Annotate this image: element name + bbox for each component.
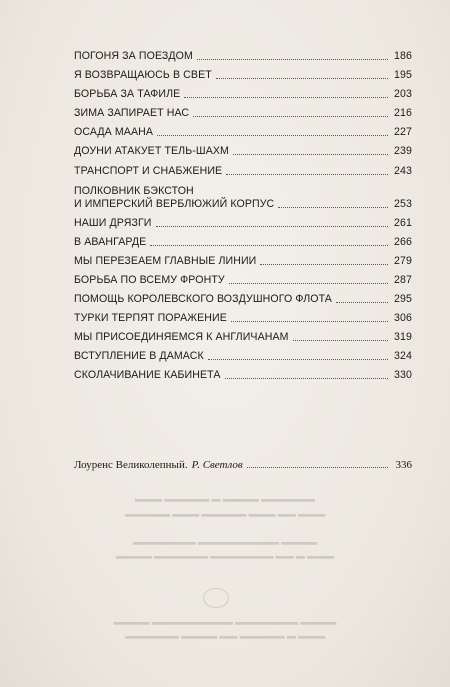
dot-leader — [157, 134, 388, 136]
toc-entry-title: ТУРКИ ТЕРПЯТ ПОРАЖЕНИЕ — [74, 312, 227, 324]
toc-entry — [74, 211, 412, 230]
afterword-title: Лоуренс Великолепный. — [74, 459, 188, 471]
toc-entry-page: 195 — [394, 69, 412, 81]
dot-leader — [233, 153, 388, 155]
toc-entry-title: ЗИМА ЗАПИРАЕТ НАС — [74, 107, 190, 119]
toc-entry-page: 287 — [394, 274, 412, 286]
toc-entry-title: ВСТУПЛЕНИЕ В ДАМАСК — [74, 350, 204, 362]
toc-entry — [74, 139, 412, 158]
toc-entry-title: ДОУНИ АТАКУЕТ ТЕЛЬ-ШАХМ — [74, 145, 229, 157]
toc-entry-page: 306 — [394, 312, 412, 324]
toc-entry-page: 261 — [394, 217, 412, 229]
toc-entry-title: ПОМОЩЬ КОРОЛЕВСКОГО ВОЗДУШНОГО ФЛОТА — [74, 293, 332, 305]
dot-leader — [193, 115, 388, 117]
dot-leader — [260, 263, 388, 265]
dot-leader — [184, 96, 388, 98]
toc-entry — [74, 287, 412, 306]
toc-entry-title: ПОГОНЯ ЗА ПОЕЗДОМ — [74, 50, 193, 62]
dot-leader — [156, 225, 389, 227]
dot-leader — [229, 282, 388, 284]
toc-entry-title: ОСАДА МААНА — [74, 126, 154, 138]
dot-leader — [150, 244, 388, 246]
toc-entry — [74, 63, 412, 82]
toc-entry-page: 243 — [394, 165, 412, 177]
toc-entry — [74, 44, 412, 63]
toc-entry-page: 330 — [394, 369, 412, 381]
toc-entry-title: МЫ ПРИСОЕДИНЯЕМСЯ К АНГЛИЧАНАМ — [74, 331, 289, 343]
dot-leader — [336, 301, 388, 303]
dot-leader — [197, 58, 388, 60]
toc-entry-page: 253 — [394, 198, 412, 210]
afterword-page: 336 — [395, 459, 412, 471]
toc-entry — [74, 268, 412, 287]
dot-leader — [216, 77, 388, 79]
dot-leader — [226, 173, 388, 175]
toc-entry-title: СКОЛАЧИВАНИЕ КАБИНЕТА — [74, 369, 221, 381]
show-through-line: ▬▬▬ ▬▬▬▬▬ ▬ ▬▬▬▬ ▬▬▬▬▬▬ — [135, 497, 315, 507]
afterword-author: Р. Светлов — [191, 459, 243, 471]
toc-entry-title: ТРАНСПОРТ И СНАБЖЕНИЕ — [74, 165, 223, 177]
show-through-line: ▬▬▬▬ ▬▬▬▬▬▬▬▬▬ ▬▬▬▬▬▬▬ ▬▬▬▬ — [113, 620, 337, 630]
toc-entry — [74, 178, 412, 211]
toc-entry-page: 203 — [394, 88, 412, 100]
toc-entry — [74, 230, 412, 249]
toc-entry — [74, 363, 412, 382]
toc-entry-page: 239 — [394, 145, 412, 157]
show-through-line: ▬▬▬▬ ▬▬▬▬▬▬ ▬▬▬▬▬▬▬ ▬▬ ▬ ▬▬▬ — [115, 554, 335, 564]
toc-entry-title: БОРЬБА ЗА ТАФИЛЕ — [74, 88, 181, 100]
show-through-line: ▬▬▬▬▬▬ ▬▬▬▬ ▬▬ ▬▬▬▬▬ ▬ ▬▬▬ — [124, 634, 326, 644]
afterword-entry — [74, 459, 412, 471]
toc-entry — [74, 158, 412, 178]
toc-entry — [74, 344, 412, 363]
show-through-stamp — [203, 588, 229, 608]
toc-entry-title — [74, 185, 274, 211]
show-through-line: ▬▬▬▬▬ ▬▬▬ ▬▬▬▬▬ ▬▬▬ ▬▬ ▬▬▬ — [124, 512, 326, 522]
toc-entry-title-line2: И ИМПЕРСКИЙ ВЕРБЛЮЖИЙ КОРПУС — [74, 198, 275, 210]
toc-entry-page: 266 — [394, 236, 412, 248]
toc-entry-page: 216 — [394, 107, 412, 119]
toc-entry — [74, 249, 412, 268]
toc-entry — [74, 306, 412, 325]
toc-entry-page: 324 — [394, 350, 412, 362]
toc-entry-title: В АВАНГАРДЕ — [74, 236, 147, 248]
dot-leader — [247, 466, 388, 468]
dot-leader — [208, 358, 388, 360]
toc-entry-title: НАШИ ДРЯЗГИ — [74, 217, 152, 229]
toc-entry-page: 186 — [394, 50, 412, 62]
toc-entry-title: МЫ ПЕРЕЗЕАЕМ ГЛАВНЫЕ ЛИНИИ — [74, 255, 257, 267]
dot-leader — [278, 206, 388, 208]
toc-entry-page: 319 — [394, 331, 412, 343]
toc-entry-page: 227 — [394, 126, 412, 138]
show-through-line: ▬▬▬▬▬▬▬ ▬▬▬▬▬▬▬▬▬ ▬▬▬▬ — [132, 540, 318, 550]
dot-leader — [231, 320, 388, 322]
toc-entry-page: 295 — [394, 293, 412, 305]
dot-leader — [225, 377, 388, 379]
toc-entry — [74, 120, 412, 139]
toc-entry — [74, 101, 412, 120]
toc-entry-page: 279 — [394, 255, 412, 267]
dot-leader — [293, 339, 388, 341]
toc-entry — [74, 325, 412, 344]
table-of-contents — [74, 44, 412, 382]
toc-entry-title: Я ВОЗВРАЩАЮСЬ В СВЕТ — [74, 69, 212, 81]
toc-entry — [74, 82, 412, 101]
toc-entry-title: БОРЬБА ПО ВСЕМУ ФРОНТУ — [74, 274, 225, 286]
toc-entry-title-line1: ПОЛКОВНИК БЭКСТОН — [74, 185, 194, 197]
